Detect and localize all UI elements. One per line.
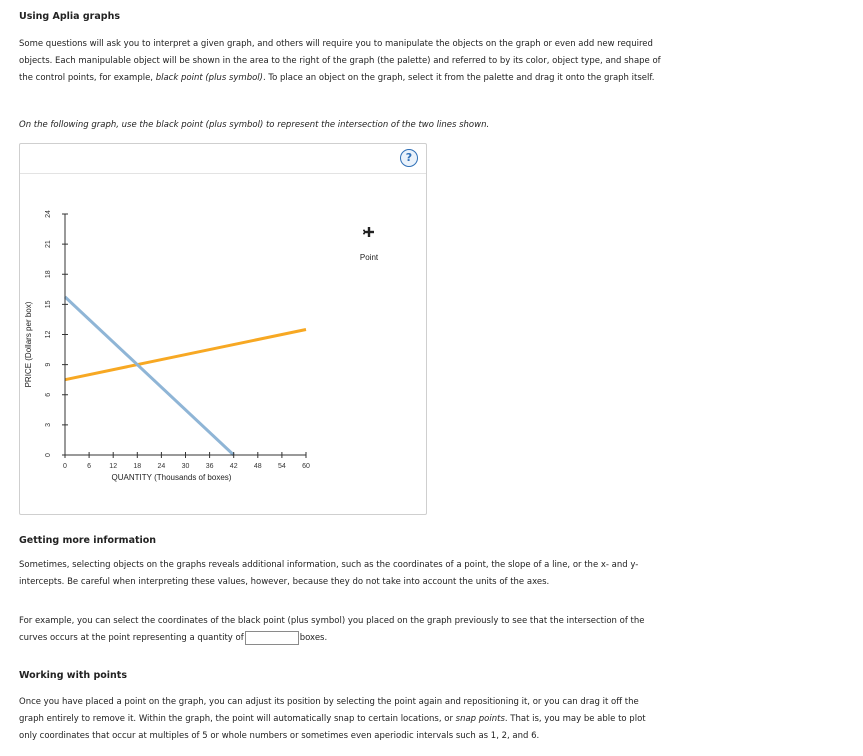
- y-tick-label: 3: [44, 422, 52, 427]
- x-tick-label: 42: [229, 463, 238, 470]
- intro-line-3-a: the control points, for example,: [19, 73, 156, 83]
- y-tick-label: 0: [44, 453, 52, 457]
- more-info-line-1: Sometimes, selecting objects on the graphs reveals additional information, such as the coordinates of a point, the slope of a line, or the x- and y-: [19, 560, 639, 570]
- orange-line[interactable]: [65, 329, 306, 379]
- intro-line-3-b: . To place an object on the graph, select it from the palette and drag it onto the graph itself.: [262, 73, 655, 83]
- example-paragraph: [19, 613, 719, 647]
- x-tick-label: 36: [205, 463, 214, 470]
- help-icon[interactable]: ?: [400, 149, 418, 167]
- y-tick-label: 24: [44, 210, 52, 218]
- more-info-paragraph: [19, 557, 719, 591]
- y-tick-label: 9: [44, 362, 52, 367]
- y-tick-label: 21: [44, 240, 52, 249]
- points-line-2-a: graph entirely to remove it. Within the graph, the point will automatically snap to certain locations, or: [19, 714, 456, 724]
- x-tick-label: 30: [181, 463, 190, 470]
- y-tick-label: 6: [44, 392, 52, 397]
- x-axis-label: QUANTITY (Thousands of boxes): [111, 473, 232, 482]
- x-tick-label: 6: [87, 463, 92, 470]
- y-tick-label: 12: [44, 330, 52, 339]
- y-axis-label: PRICE (Dollars per box): [24, 301, 33, 388]
- palette-point-tool[interactable]: [363, 227, 374, 237]
- section-heading-using-graphs: Using Aplia graphs: [19, 11, 120, 22]
- intro-line-3-italic: black point (plus symbol): [155, 73, 263, 83]
- example-line-2-b: boxes.: [299, 633, 328, 643]
- section-heading-more-info: Getting more information: [19, 535, 157, 546]
- graph-widget[interactable]: [19, 143, 427, 515]
- x-tick-label: 54: [278, 463, 286, 470]
- points-paragraph: [19, 694, 719, 745]
- x-tick-label: 12: [109, 463, 118, 470]
- plus-point-icon[interactable]: [363, 227, 374, 237]
- points-line-2: [19, 711, 719, 728]
- more-info-line-2: intercepts. Be careful when interpreting these values, however, because they do not take into account the units of the axes.: [19, 577, 550, 587]
- intro-line-2: objects. Each manipulable object will be shown in the area to the right of the graph (the palette) and referred to by its color, object type, and shape of: [19, 56, 661, 66]
- x-tick-label: 48: [253, 463, 262, 470]
- points-line-3: only coordinates that occur at multiples of 5 or whole numbers or sometimes even aperiodic intervals such as 1, 2, and 6.: [19, 731, 540, 741]
- y-tick-label: 18: [44, 270, 52, 279]
- x-tick-label: 24: [157, 463, 166, 470]
- example-line-2-a: curves occurs at the point representing a quantity of: [19, 633, 244, 643]
- points-line-2-b: . That is, you may be able to plot: [504, 714, 646, 724]
- chart-svg[interactable]: [20, 144, 426, 514]
- graph-instruction: On the following graph, use the black point (plus symbol) to represent the intersection of the two lines shown.: [19, 120, 490, 130]
- intro-line-3: [19, 70, 719, 87]
- palette-point-label: Point: [359, 253, 379, 262]
- x-tick-label: 18: [133, 463, 142, 470]
- x-tick-label: 60: [302, 463, 310, 470]
- points-line-1: Once you have placed a point on the graph, you can adjust its position by selecting the point again and repositioning it, or you can drag it off the: [19, 697, 639, 707]
- intro-line-1: Some questions will ask you to interpret a given graph, and others will require you to manipulate the objects on the graph or even add new required: [19, 39, 653, 49]
- example-line-1: For example, you can select the coordinates of the black point (plus symbol) you placed on the graph previously to see that the intersection of the: [19, 616, 645, 626]
- example-line-2: [19, 630, 719, 647]
- intro-paragraph: [19, 36, 719, 87]
- section-heading-working-points: Working with points: [19, 670, 127, 681]
- y-tick-label: 15: [44, 300, 52, 309]
- points-line-2-italic: snap points: [455, 714, 505, 724]
- quantity-answer-input[interactable]: [245, 631, 299, 645]
- x-tick-label: 0: [63, 463, 67, 470]
